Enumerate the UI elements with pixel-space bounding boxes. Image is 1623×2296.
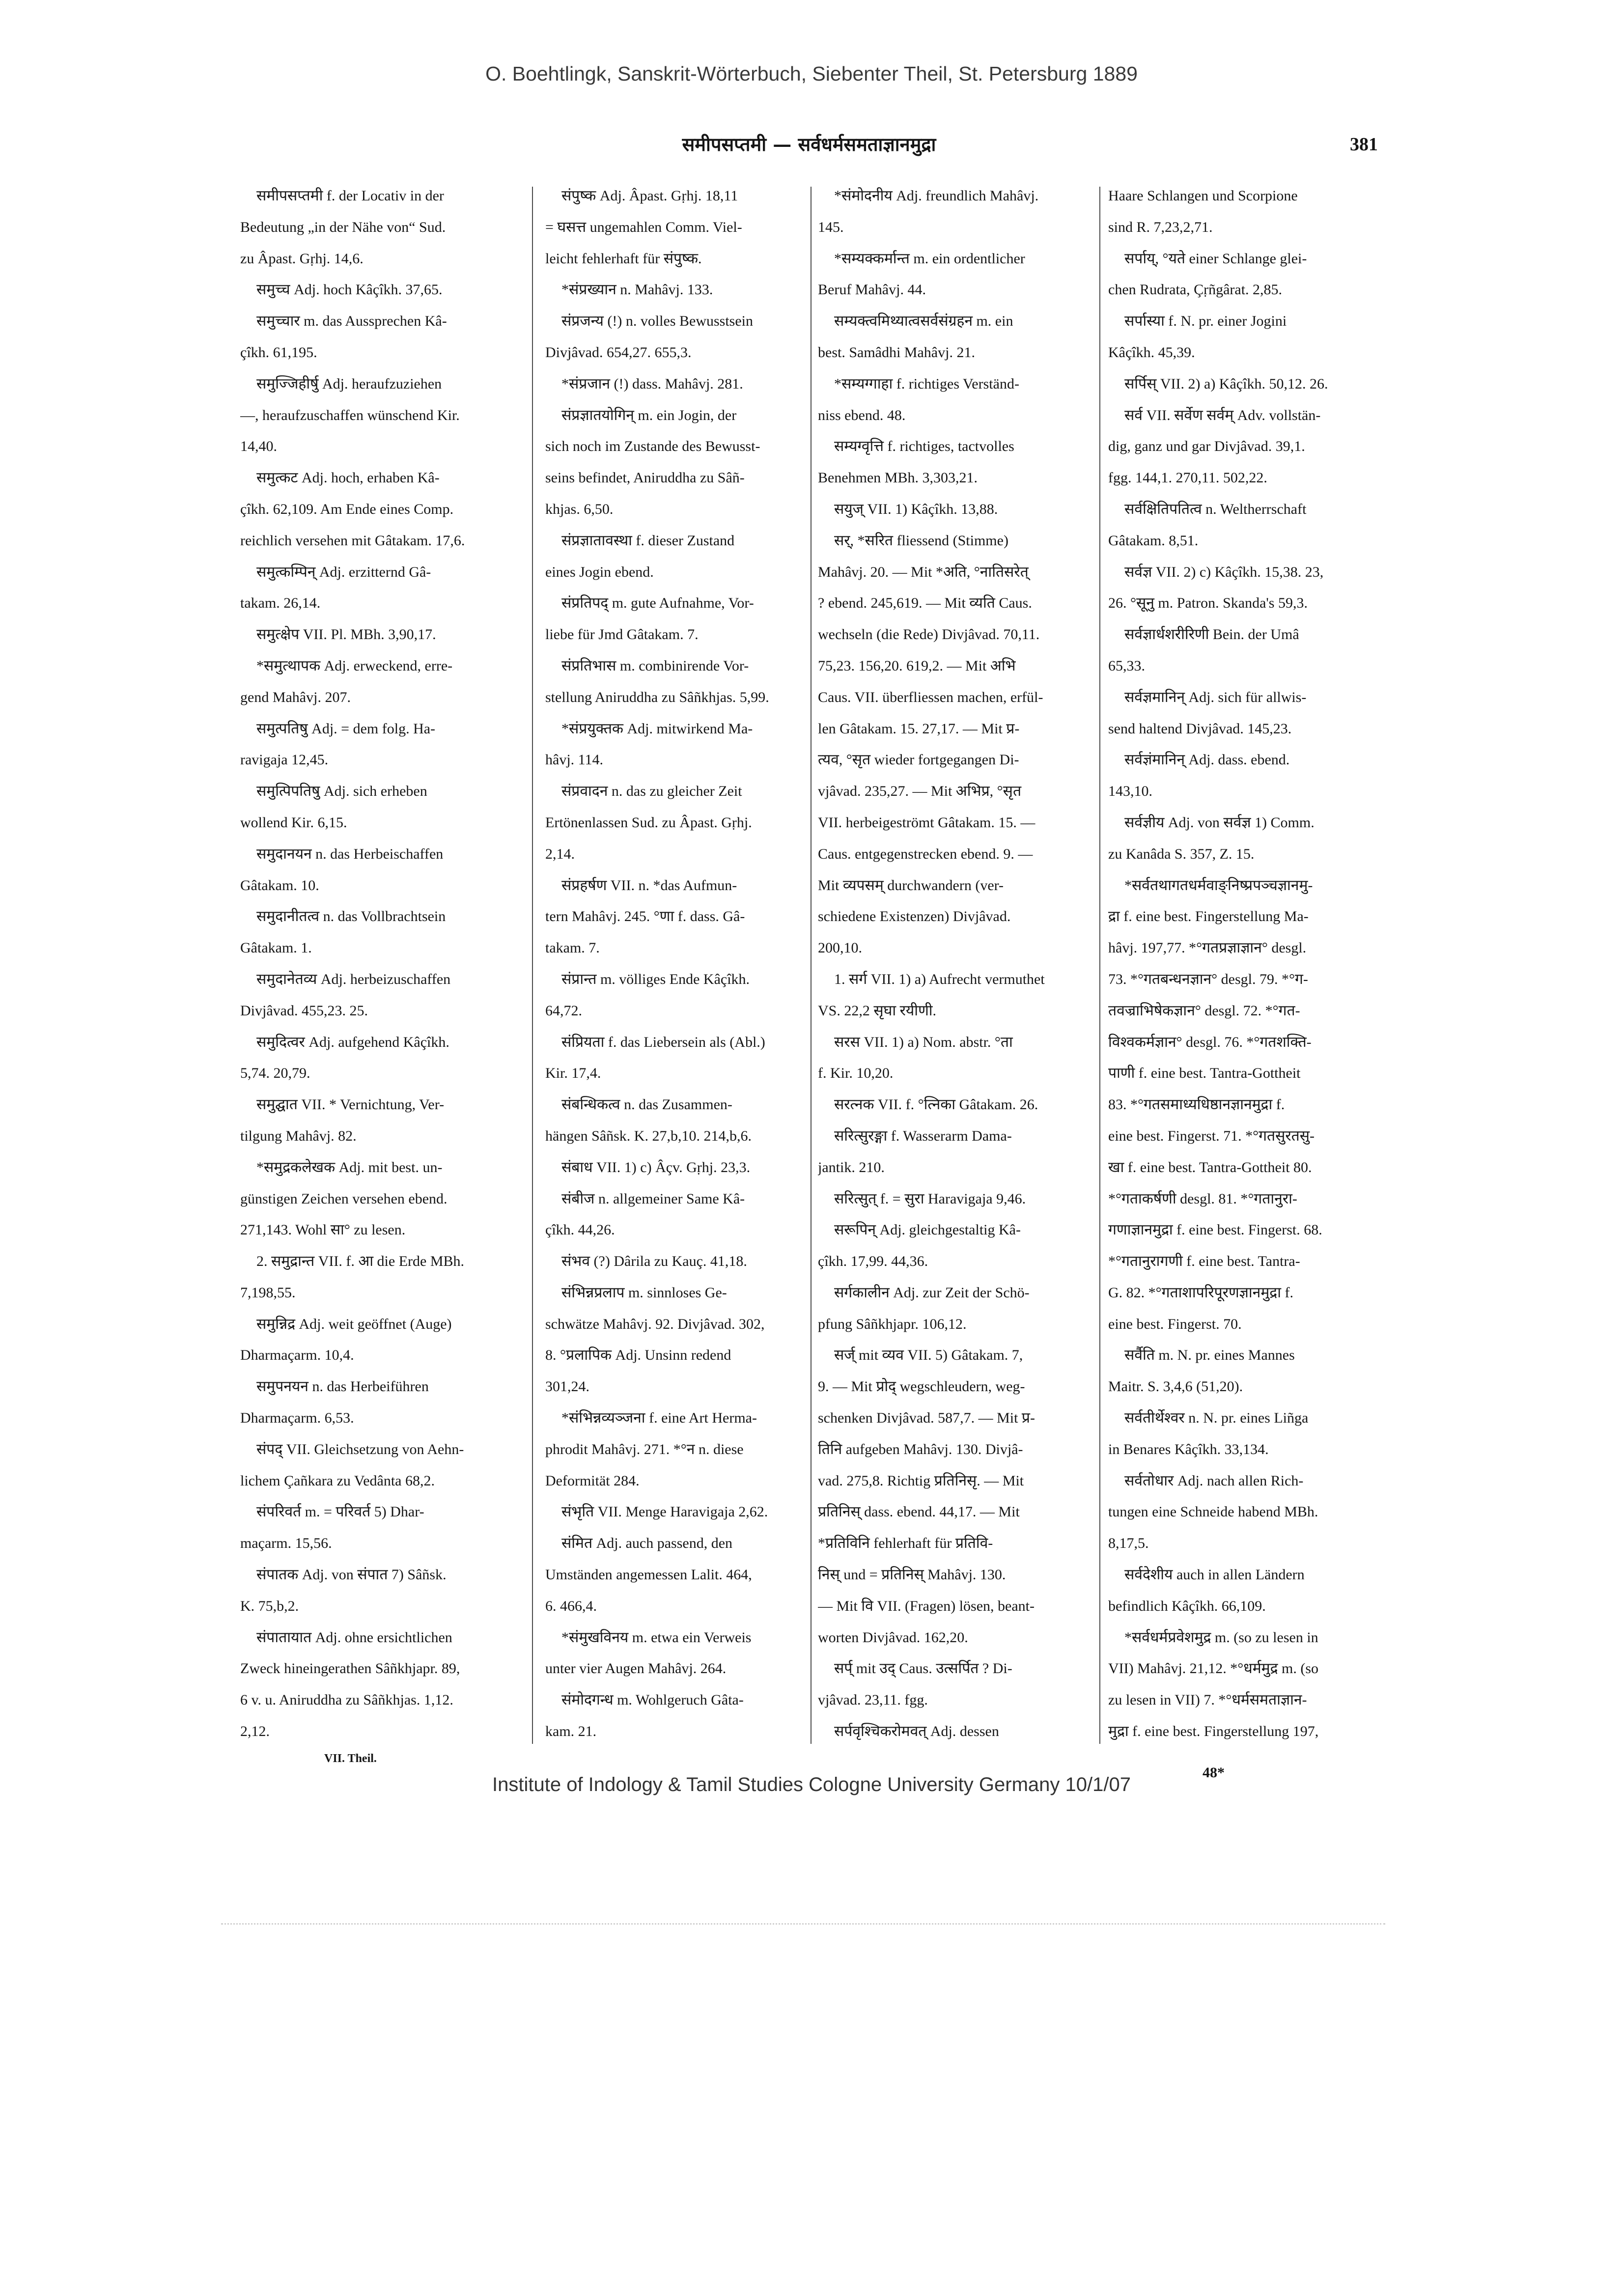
entry-headword-line: समुत्कट Adj. hoch, erhaben Kâ- bbox=[256, 470, 440, 486]
dictionary-entry bbox=[818, 1340, 1091, 1653]
entry-line: 143,10. bbox=[1108, 783, 1152, 800]
entry-line: stellung Aniruddha zu Sâñkhjas. 5,99. bbox=[545, 689, 769, 705]
dictionary-entry bbox=[1108, 619, 1379, 682]
entry-line: 6. 466,4. bbox=[545, 1597, 597, 1614]
dictionary-entry bbox=[240, 1559, 519, 1622]
entry-headword-line: *समुद्रकलेखक Adj. mit best. un- bbox=[256, 1159, 443, 1176]
entry-line: takam. 26,14. bbox=[240, 595, 321, 612]
entry-line: 2,12. bbox=[240, 1723, 270, 1740]
entry-line: zu Âpast. Gṛhj. 14,6. bbox=[240, 250, 364, 267]
entry-line: 5,74. 20,79. bbox=[240, 1065, 310, 1082]
dictionary-entry bbox=[545, 588, 805, 650]
entry-line: in Benares Kâçîkh. 33,134. bbox=[1108, 1441, 1269, 1457]
entry-headword-line: संप्रतिपद् m. gute Aufnahme, Vor- bbox=[561, 595, 754, 612]
entry-line: lichem Çañkara zu Vedânta 68,2. bbox=[240, 1472, 435, 1489]
entry-headword-line: सर्वज्ञंमानिन् Adj. dass. ebend. bbox=[1124, 752, 1290, 768]
dictionary-entry bbox=[240, 557, 519, 619]
entry-headword-line: सर्वैति m. N. pr. eines Mannes bbox=[1124, 1347, 1295, 1364]
entry-headword-line: समुत्पिपतिषु Adj. sich erheben bbox=[256, 783, 427, 800]
entry-line: f. Kir. 10,20. bbox=[818, 1065, 894, 1082]
entry-headword-line: सर्पाय्, °यते einer Schlange glei- bbox=[1124, 250, 1307, 267]
entry-headword-line: सर्पास्या f. N. pr. einer Jogini bbox=[1124, 313, 1287, 330]
entry-line: 73. *°गतबन्धनज्ञान° desgl. 79. *°ग- bbox=[1108, 971, 1308, 987]
dictionary-entry bbox=[240, 274, 519, 306]
entry-headword-line: सरूपिन् Adj. gleichgestaltig Kâ- bbox=[834, 1222, 1021, 1238]
entry-headword-line: 2. समुद्रान्त VII. f. आ die Erde MBh. bbox=[256, 1253, 465, 1270]
entry-line: fgg. 144,1. 270,11. 502,22. bbox=[1108, 470, 1267, 486]
entry-headword-line: *सर्वधर्मप्रवेशमुद्र m. (so zu lesen in bbox=[1124, 1629, 1318, 1646]
entry-line: Divjâvad. 455,23. 25. bbox=[240, 1002, 368, 1019]
entry-headword-line: *संमुखविनय m. etwa ein Verweis bbox=[561, 1629, 752, 1646]
entry-line: Kir. 17,4. bbox=[545, 1065, 601, 1082]
entry-line: takam. 7. bbox=[545, 940, 600, 956]
dictionary-entry bbox=[545, 650, 805, 713]
dictionary-entry bbox=[240, 1371, 519, 1434]
entry-headword-line: सर्वज्ञार्धशरीरिणी Bein. der Umâ bbox=[1124, 626, 1299, 643]
entry-headword-line: समुदानयन n. das Herbeischaffen bbox=[256, 845, 444, 862]
dictionary-entry bbox=[1108, 243, 1379, 306]
entry-headword-line: सरित्सुरङ्गा f. Wasserarm Dama- bbox=[834, 1127, 1012, 1144]
entry-line: 26. °सूनु m. Patron. Skanda's 59,3. bbox=[1108, 595, 1308, 612]
entry-headword-line: सर्वतीर्थेश्वर n. N. pr. eines Liñga bbox=[1124, 1410, 1309, 1427]
dictionary-entry bbox=[1108, 1340, 1379, 1402]
dictionary-entry bbox=[545, 400, 805, 525]
entry-line: tilgung Mahâvj. 82. bbox=[240, 1127, 357, 1144]
dictionary-column-1 bbox=[240, 180, 519, 1752]
entry-line: VII. herbeigeströmt Gâtakam. 15. — bbox=[818, 814, 1035, 831]
entry-line: Zweck hineingerathen Sâñkhjapr. 89, bbox=[240, 1660, 460, 1677]
entry-line: chen Rudrata, Çṛñgârat. 2,85. bbox=[1108, 281, 1283, 298]
entry-line: Umständen angemessen Lalit. 464, bbox=[545, 1567, 752, 1583]
entry-headword-line: संपरिवर्त m. = परिवर्त 5) Dhar- bbox=[256, 1504, 424, 1520]
entry-line: त्यव, °सृत wieder fortgegangen Di- bbox=[818, 752, 1019, 768]
entry-headword-line: सर्वज्ञमानिन् Adj. sich für allwis- bbox=[1124, 689, 1307, 705]
entry-line: wechseln (die Rede) Divjâvad. 70,11. bbox=[818, 626, 1040, 643]
entry-line: 8,17,5. bbox=[1108, 1535, 1149, 1552]
dictionary-column-3 bbox=[818, 180, 1091, 1752]
entry-line: प्रतिनिस् dass. ebend. 44,17. — Mit bbox=[818, 1504, 1020, 1520]
entry-line: Haare Schlangen und Scorpione bbox=[1108, 188, 1298, 204]
dictionary-entry bbox=[545, 1089, 805, 1152]
entry-headword-line: समुपनयन n. das Herbeiführen bbox=[256, 1378, 429, 1395]
entry-line: wollend Kir. 6,15. bbox=[240, 814, 347, 831]
entry-headword-line: सर्वतोधार Adj. nach allen Rich- bbox=[1124, 1472, 1304, 1489]
entry-headword-line: सर्वज्ञ VII. 2) c) Kâçîkh. 15,38. 23, bbox=[1124, 563, 1324, 580]
entry-headword-line: सर्गकालीन Adj. zur Zeit der Schö- bbox=[834, 1284, 1030, 1301]
entry-line: 7,198,55. bbox=[240, 1284, 296, 1301]
entry-headword-line: सयुज् VII. 1) Kâçîkh. 13,88. bbox=[834, 501, 998, 517]
entry-line: zu lesen in VII) 7. *°धर्मसमताज्ञान- bbox=[1108, 1692, 1307, 1708]
dictionary-entry bbox=[545, 525, 805, 588]
entry-headword-line: संमोदगन्ध m. Wohlgeruch Gâta- bbox=[561, 1692, 744, 1708]
entry-headword-line: संपद् VII. Gleichsetzung von Aehn- bbox=[256, 1441, 464, 1457]
entry-headword-line: सर्वज्ञीय Adj. von सर्वज्ञ 1) Comm. bbox=[1124, 814, 1315, 831]
dictionary-entry bbox=[1108, 494, 1379, 557]
dictionary-entry bbox=[240, 306, 519, 368]
entry-line: —, heraufzuschaffen wünschend Kir. bbox=[240, 407, 460, 423]
dictionary-entry bbox=[545, 1183, 805, 1246]
dictionary-entry bbox=[1108, 557, 1379, 619]
entry-line: eine best. Fingerst. 71. *°गतसुरतसु- bbox=[1108, 1127, 1315, 1144]
entry-headword-line: सर्ज् mit व्यव VII. 5) Gâtakam. 7, bbox=[834, 1347, 1023, 1364]
entry-line: tungen eine Schneide habend MBh. bbox=[1108, 1504, 1318, 1520]
entry-line: Gâtakam. 10. bbox=[240, 877, 319, 894]
entry-line: G. 82. *°गताशापरिपूरणज्ञानमुद्रा f. bbox=[1108, 1284, 1293, 1301]
entry-headword-line: समुज्जिहीर्षु Adj. heraufzuziehen bbox=[256, 375, 442, 392]
dictionary-entry bbox=[1108, 1465, 1379, 1559]
dictionary-entry bbox=[240, 839, 519, 901]
entry-line: ? ebend. 245,619. — Mit व्यति Caus. bbox=[818, 595, 1032, 612]
scan-source-header: O. Boehtlingk, Sanskrit-Wörterbuch, Siebenter Theil, St. Petersburg 1889 bbox=[485, 62, 1138, 85]
entry-line: ravigaja 12,45. bbox=[240, 752, 329, 768]
dictionary-entry bbox=[240, 619, 519, 650]
dictionary-entry bbox=[818, 306, 1091, 368]
dictionary-entry bbox=[545, 870, 805, 964]
dictionary-entry bbox=[240, 1152, 519, 1246]
entry-headword-line: सर्पवृश्चिकरोमवत् Adj. dessen bbox=[834, 1723, 999, 1740]
entry-line: hâvj. 197,77. *°गतप्रज्ञाज्ञान° desgl. bbox=[1108, 940, 1307, 956]
dictionary-entry bbox=[545, 1027, 805, 1090]
dictionary-entry bbox=[545, 1684, 805, 1747]
entry-line: 83. *°गतसमाध्यधिष्ठानज्ञानमुद्रा f. bbox=[1108, 1096, 1285, 1113]
signature-mark: VII. Theil. bbox=[324, 1752, 377, 1765]
dictionary-entry bbox=[240, 180, 519, 274]
entry-headword-line: *संप्रजान (!) dass. Mahâvj. 281. bbox=[561, 375, 743, 392]
entry-line: sich noch im Zustande des Bewusst- bbox=[545, 438, 760, 455]
entry-line: *°गताकर्षणी desgl. 81. *°गतानुरा- bbox=[1108, 1190, 1297, 1207]
entry-line: Dharmaçarm. 10,4. bbox=[240, 1347, 354, 1364]
entry-line: 64,72. bbox=[545, 1002, 582, 1019]
dictionary-entry bbox=[818, 964, 1091, 1027]
entry-line: maçarm. 15,56. bbox=[240, 1535, 332, 1552]
dictionary-entry bbox=[545, 180, 805, 274]
entry-line: 145. bbox=[818, 219, 844, 235]
entry-headword-line: समुत्पतिषु Adj. = dem folg. Ha- bbox=[256, 720, 436, 737]
entry-line: çîkh. 17,99. 44,36. bbox=[818, 1253, 928, 1270]
entry-line: çîkh. 61,195. bbox=[240, 344, 317, 361]
entry-line: 8. °प्रलापिक Adj. Unsinn redend bbox=[545, 1347, 731, 1364]
entry-headword-line: संभृति VII. Menge Haravigaja 2,62. bbox=[561, 1504, 768, 1520]
entry-headword-line: सरस VII. 1) a) Nom. abstr. °ता bbox=[834, 1034, 1013, 1050]
entry-headword-line: समुत्क्षेप VII. Pl. MBh. 3,90,17. bbox=[256, 626, 436, 643]
column-rule bbox=[532, 187, 533, 1744]
entry-headword-line: सम्यक्त्वमिथ्यात्वसर्वसंग्रहन m. ein bbox=[834, 313, 1013, 330]
entry-headword-line: *संमोदनीय Adj. freundlich Mahâvj. bbox=[834, 188, 1039, 204]
entry-line: Caus. VII. überfliessen machen, erfül- bbox=[818, 689, 1043, 705]
entry-line: 6 v. u. Aniruddha zu Sâñkhjas. 1,12. bbox=[240, 1692, 453, 1708]
entry-line: vjâvad. 23,11. fgg. bbox=[818, 1692, 928, 1708]
entry-line: Benehmen MBh. 3,303,21. bbox=[818, 470, 978, 486]
dictionary-entry bbox=[818, 525, 1091, 964]
entry-headword-line: सम्यग्वृत्ति f. richtiges, tactvolles bbox=[834, 438, 1014, 455]
dictionary-entry bbox=[1108, 807, 1379, 870]
entry-headword-line: संप्रवादन n. das zu gleicher Zeit bbox=[561, 783, 742, 800]
dictionary-entry bbox=[545, 368, 805, 400]
entry-line: gend Mahâvj. 207. bbox=[240, 689, 351, 705]
dictionary-entry bbox=[240, 368, 519, 462]
entry-line: eines Jogin ebend. bbox=[545, 563, 654, 580]
dictionary-entry bbox=[545, 713, 805, 776]
entry-line: niss ebend. 48. bbox=[818, 407, 906, 423]
sheet-mark: 48* bbox=[1203, 1764, 1225, 1781]
dictionary-entry bbox=[545, 1528, 805, 1622]
entry-line: schenken Divjâvad. 587,7. — Mit प्र- bbox=[818, 1410, 1035, 1427]
dictionary-entry bbox=[545, 274, 805, 306]
entry-line: K. 75,b,2. bbox=[240, 1597, 299, 1614]
dictionary-entry bbox=[545, 1402, 805, 1496]
entry-line: send haltend Divjâvad. 145,23. bbox=[1108, 720, 1292, 737]
dictionary-entry bbox=[545, 1152, 805, 1183]
entry-line: khjas. 6,50. bbox=[545, 501, 614, 517]
entry-headword-line: सर्पिस् VII. 2) a) Kâçîkh. 50,12. 26. bbox=[1124, 375, 1328, 392]
entry-headword-line: संपुष्क Adj. Âpast. Gṛhj. 18,11 bbox=[561, 188, 738, 204]
entry-headword-line: *सर्वतथागतधर्मवाङ्निष्प्रपञ्चज्ञानमु- bbox=[1124, 877, 1313, 894]
entry-line: schwätze Mahâvj. 92. Divjâvad. 302, bbox=[545, 1316, 765, 1332]
entry-line: len Gâtakam. 15. 27,17. — Mit प्र- bbox=[818, 720, 1020, 737]
entry-line: Dharmaçarm. 6,53. bbox=[240, 1410, 354, 1427]
entry-line: günstigen Zeichen versehen ebend. bbox=[240, 1190, 448, 1207]
entry-headword-line: संप्रान्त m. völliges Ende Kâçîkh. bbox=[561, 971, 750, 987]
entry-line: — Mit वि VII. (Fragen) lösen, beant- bbox=[818, 1597, 1035, 1614]
entry-line: worten Divjâvad. 162,20. bbox=[818, 1629, 968, 1646]
dictionary-entry bbox=[240, 964, 519, 1027]
dictionary-entry bbox=[818, 1183, 1091, 1215]
dictionary-entry bbox=[240, 462, 519, 556]
entry-headword-line: *संभिन्नव्यञ्जना f. eine Art Herma- bbox=[561, 1410, 757, 1427]
entry-line: hâvj. 114. bbox=[545, 752, 604, 768]
entry-line: = घसत्त ungemahlen Comm. Viel- bbox=[545, 219, 742, 235]
entry-headword-line: सरित्सुत् f. = सुरा Haravigaja 9,46. bbox=[834, 1190, 1026, 1207]
entry-headword-line: समुन्निद्र Adj. weit geöffnet (Auge) bbox=[256, 1316, 452, 1332]
entry-headword-line: समुत्कम्पिन् Adj. erzitternd Gâ- bbox=[256, 563, 431, 580]
entry-line: 9. — Mit प्रोद् wegschleudern, weg- bbox=[818, 1378, 1025, 1395]
entry-line: eine best. Fingerst. 70. bbox=[1108, 1316, 1242, 1332]
entry-line: VS. 22,2 सृघा रयीणी. bbox=[818, 1002, 937, 1019]
entry-line: 200,10. bbox=[818, 940, 862, 956]
entry-headword-line: सर्वदेशीय auch in allen Ländern bbox=[1124, 1567, 1305, 1583]
dictionary-entry bbox=[818, 1716, 1091, 1747]
entry-line: पाणी f. eine best. Tantra-Gottheit bbox=[1108, 1065, 1301, 1082]
entry-line: liebe für Jmd Gâtakam. 7. bbox=[545, 626, 699, 643]
entry-headword-line: सर्प् mit उद् Caus. उत्सर्पित ? Di- bbox=[834, 1660, 1012, 1677]
entry-headword-line: समुदित्वर Adj. aufgehend Kâçîkh. bbox=[256, 1034, 449, 1050]
dictionary-entry bbox=[818, 1120, 1091, 1183]
dictionary-entry bbox=[240, 1622, 519, 1747]
entry-line: vad. 275,8. Richtig प्रतिनिसृ. — Mit bbox=[818, 1472, 1024, 1489]
entry-headword-line: समीपसप्तमी f. der Locativ in der bbox=[256, 188, 444, 204]
column-rule bbox=[1099, 187, 1100, 1744]
dictionary-entry bbox=[818, 243, 1091, 306]
dictionary-entry bbox=[818, 1089, 1091, 1120]
entry-line: 65,33. bbox=[1108, 657, 1145, 674]
entry-line: 301,24. bbox=[545, 1378, 589, 1395]
dictionary-entry bbox=[240, 1496, 519, 1559]
entry-line: Ertönenlassen Sud. zu Âpast. Gṛhj. bbox=[545, 814, 752, 831]
entry-headword-line: संप्रजन्य (!) n. volles Bewusstsein bbox=[561, 313, 753, 330]
entry-line: sind R. 7,23,2,71. bbox=[1108, 219, 1213, 235]
entry-headword-line: *समुत्थापक Adj. erweckend, erre- bbox=[256, 657, 453, 674]
entry-headword-line: सर्वक्षितिपतित्व n. Weltherrschaft bbox=[1124, 501, 1307, 517]
entry-line: Maitr. S. 3,4,6 (51,20). bbox=[1108, 1378, 1243, 1395]
dictionary-entry bbox=[1108, 744, 1379, 807]
entry-line: çîkh. 44,26. bbox=[545, 1222, 615, 1238]
entry-line: Kâçîkh. 45,39. bbox=[1108, 344, 1195, 361]
entry-line: मुद्रा f. eine best. Fingerstellung 197, bbox=[1108, 1723, 1319, 1740]
entry-headword-line: संबाध VII. 1) c) Âçv. Gṛhj. 23,3. bbox=[561, 1159, 751, 1176]
dictionary-entry bbox=[240, 650, 519, 713]
entry-line: Divjâvad. 654,27. 655,3. bbox=[545, 344, 692, 361]
dictionary-entry bbox=[240, 1089, 519, 1152]
dictionary-entry bbox=[240, 901, 519, 964]
dictionary-entry bbox=[818, 1214, 1091, 1277]
dictionary-entry bbox=[818, 494, 1091, 525]
page-number: 381 bbox=[1350, 134, 1378, 155]
entry-headword-line: सरत्नक VII. f. °त्निका Gâtakam. 26. bbox=[834, 1096, 1038, 1113]
entry-continuation bbox=[1108, 180, 1379, 243]
entry-headword-line: 1. सर्ग VII. 1) a) Aufrecht vermuthet bbox=[834, 971, 1045, 987]
entry-headword-line: संपातक Adj. von संपात 7) Sâñsk. bbox=[256, 1567, 447, 1583]
entry-line: dig, ganz und gar Divjâvad. 39,1. bbox=[1108, 438, 1305, 455]
dictionary-entry bbox=[240, 776, 519, 839]
dictionary-column-2 bbox=[545, 180, 805, 1752]
entry-headword-line: *संप्रख्यान n. Mahâvj. 133. bbox=[561, 281, 713, 298]
entry-headword-line: *संप्रयुक्तक Adj. mitwirkend Ma- bbox=[561, 720, 753, 737]
dictionary-column-4 bbox=[1108, 180, 1379, 1752]
dictionary-entry bbox=[1108, 368, 1379, 400]
entry-line: hängen Sâñsk. K. 27,b,10. 214,b,6. bbox=[545, 1127, 752, 1144]
running-head-title: समीपसप्तमी — सर्वधर्मसमताज्ञानमुद्रा bbox=[682, 133, 936, 155]
dictionary-entry bbox=[1108, 682, 1379, 745]
entry-headword-line: संप्रज्ञातावस्था f. dieser Zustand bbox=[561, 532, 735, 549]
dictionary-entry bbox=[545, 306, 805, 368]
entry-line: reichlich versehen mit Gâtakam. 17,6. bbox=[240, 532, 465, 549]
dictionary-entry bbox=[1108, 1622, 1379, 1747]
entry-line: 14,40. bbox=[240, 438, 277, 455]
dictionary-entry bbox=[1108, 1559, 1379, 1622]
entry-headword-line: सर्, *सरित fliessend (Stimme) bbox=[834, 532, 1008, 549]
dictionary-entry bbox=[240, 1309, 519, 1372]
entry-headword-line: संबीज n. allgemeiner Same Kâ- bbox=[561, 1190, 745, 1207]
dictionary-entry bbox=[545, 1277, 805, 1402]
entry-line: *°गतानुरागणी f. eine best. Tantra- bbox=[1108, 1253, 1300, 1270]
entry-line: çîkh. 62,109. Am Ende eines Comp. bbox=[240, 501, 454, 517]
dictionary-entry bbox=[240, 1434, 519, 1497]
dictionary-entry bbox=[818, 1653, 1091, 1716]
entry-line: VII) Mahâvj. 21,12. *°धर्ममुद्र m. (so bbox=[1108, 1660, 1319, 1677]
dictionary-entry bbox=[1108, 306, 1379, 368]
entry-line: zu Kanâda S. 357, Z. 15. bbox=[1108, 845, 1255, 862]
dictionary-entry bbox=[240, 1027, 519, 1090]
dictionary-entry bbox=[818, 180, 1091, 243]
entry-line: unter vier Augen Mahâvj. 264. bbox=[545, 1660, 727, 1677]
entry-line: 271,143. Wohl सा° zu lesen. bbox=[240, 1222, 406, 1238]
column-rule bbox=[811, 187, 812, 1744]
entry-headword-line: संप्रज्ञातयोगिन् m. ein Jogin, der bbox=[561, 407, 737, 423]
entry-line: तिनि aufgeben Mahâvj. 130. Divjâ- bbox=[818, 1441, 1023, 1457]
entry-headword-line: समुदानेतव्य Adj. herbeizuschaffen bbox=[256, 971, 451, 987]
scan-source-footer: Institute of Indology & Tamil Studies Cologne University Germany 10/1/07 bbox=[492, 1774, 1131, 1795]
dictionary-entry bbox=[545, 1246, 805, 1277]
dictionary-entry bbox=[818, 431, 1091, 494]
entry-line: Bedeutung „in der Nähe von“ Sud. bbox=[240, 219, 446, 235]
entry-headword-line: संप्रतिभास m. combinirende Vor- bbox=[561, 657, 749, 674]
entry-headword-line: संपातायात Adj. ohne ersichtlichen bbox=[256, 1629, 452, 1646]
entry-line: द्रा f. eine best. Fingerstellung Ma- bbox=[1108, 908, 1309, 925]
entry-headword-line: समुदानीतत्व n. das Vollbrachtsein bbox=[256, 908, 446, 925]
entry-line: seins befindet, Aniruddha zu Sâñ- bbox=[545, 470, 745, 486]
entry-line: jantik. 210. bbox=[818, 1159, 885, 1176]
entry-headword-line: समुच्च Adj. hoch Kâçîkh. 37,65. bbox=[256, 281, 443, 298]
entry-line: kam. 21. bbox=[545, 1723, 597, 1740]
entry-line: निस् und = प्रतिनिस् Mahâvj. 130. bbox=[818, 1567, 1006, 1583]
dictionary-entry bbox=[818, 1027, 1091, 1090]
entry-headword-line: संप्रहर्षण VII. n. *das Aufmun- bbox=[561, 877, 737, 894]
entry-headword-line: संभिन्नप्रलाप m. sinnloses Ge- bbox=[561, 1284, 727, 1301]
dictionary-entry bbox=[1108, 870, 1379, 1340]
entry-line: schiedene Existenzen) Divjâvad. bbox=[818, 908, 1011, 925]
dictionary-entry bbox=[1108, 1402, 1379, 1465]
entry-headword-line: *सम्यक्कर्मान्त m. ein ordentlicher bbox=[834, 250, 1025, 267]
entry-line: befindlich Kâçîkh. 66,109. bbox=[1108, 1597, 1266, 1614]
dictionary-entry bbox=[240, 1246, 519, 1309]
entry-line: phrodit Mahâvj. 271. *°न n. diese bbox=[545, 1441, 744, 1457]
dictionary-entry bbox=[545, 1622, 805, 1685]
entry-headword-line: समुच्चार m. das Aussprechen Kâ- bbox=[256, 313, 447, 330]
entry-line: Deformität 284. bbox=[545, 1472, 640, 1489]
entry-line: Mahâvj. 20. — Mit *अति, °नातिसरेत् bbox=[818, 563, 1029, 580]
entry-headword-line: समुद्घात VII. * Vernichtung, Ver- bbox=[256, 1096, 445, 1113]
entry-line: Beruf Mahâvj. 44. bbox=[818, 281, 926, 298]
entry-line: Gâtakam. 8,51. bbox=[1108, 532, 1199, 549]
entry-line: खा f. eine best. Tantra-Gottheit 80. bbox=[1108, 1159, 1312, 1176]
dictionary-entry bbox=[240, 713, 519, 776]
entry-headword-line: संमित Adj. auch passend, den bbox=[561, 1535, 733, 1552]
entry-line: pfung Sâñkhjapr. 106,12. bbox=[818, 1316, 967, 1332]
entry-line: *प्रतिविनि fehlerhaft für प्रतिवि- bbox=[818, 1535, 993, 1552]
entry-headword-line: संभव (?) Dârila zu Kauç. 41,18. bbox=[561, 1253, 747, 1270]
entry-line: tern Mahâvj. 245. °णा f. dass. Gâ- bbox=[545, 908, 745, 925]
entry-line: leicht fehlerhaft für संपुष्क. bbox=[545, 250, 702, 267]
dictionary-entry bbox=[545, 1496, 805, 1528]
entry-headword-line: संप्रियता f. das Liebersein als (Abl.) bbox=[561, 1034, 765, 1050]
entry-headword-line: *सम्यग्गाहा f. richtiges Verständ- bbox=[834, 375, 1019, 392]
entry-line: गणाज्ञानमुद्रा f. eine best. Fingerst. 68. bbox=[1108, 1222, 1322, 1238]
entry-line: 2,14. bbox=[545, 845, 575, 862]
entry-line: Caus. entgegenstrecken ebend. 9. — bbox=[818, 845, 1033, 862]
entry-headword-line: संबन्धिकत्व n. das Zusammen- bbox=[561, 1096, 732, 1113]
entry-line: विश्वकर्मज्ञान° desgl. 76. *°गतशक्ति- bbox=[1108, 1034, 1312, 1050]
dictionary-entry bbox=[1108, 400, 1379, 494]
entry-line: best. Samâdhi Mahâvj. 21. bbox=[818, 344, 975, 361]
entry-headword-line: सर्व VII. सर्वेण सर्वम् Adv. vollstän- bbox=[1124, 407, 1321, 423]
entry-line: 75,23. 156,20. 619,2. — Mit अभि bbox=[818, 657, 1016, 674]
dictionary-entry bbox=[545, 964, 805, 1027]
entry-line: Mit व्यपसम् durchwandern (ver- bbox=[818, 877, 1004, 894]
scan-artifact-dots bbox=[221, 1923, 1385, 1925]
entry-line: Gâtakam. 1. bbox=[240, 940, 312, 956]
entry-line: तवज्राभिषेकज्ञान° desgl. 72. *°गत- bbox=[1108, 1002, 1300, 1019]
dictionary-entry bbox=[818, 368, 1091, 431]
dictionary-entry bbox=[818, 1277, 1091, 1340]
dictionary-entry bbox=[545, 776, 805, 869]
entry-line: vjâvad. 235,27. — Mit अभिप्र, °सृत bbox=[818, 783, 1022, 800]
